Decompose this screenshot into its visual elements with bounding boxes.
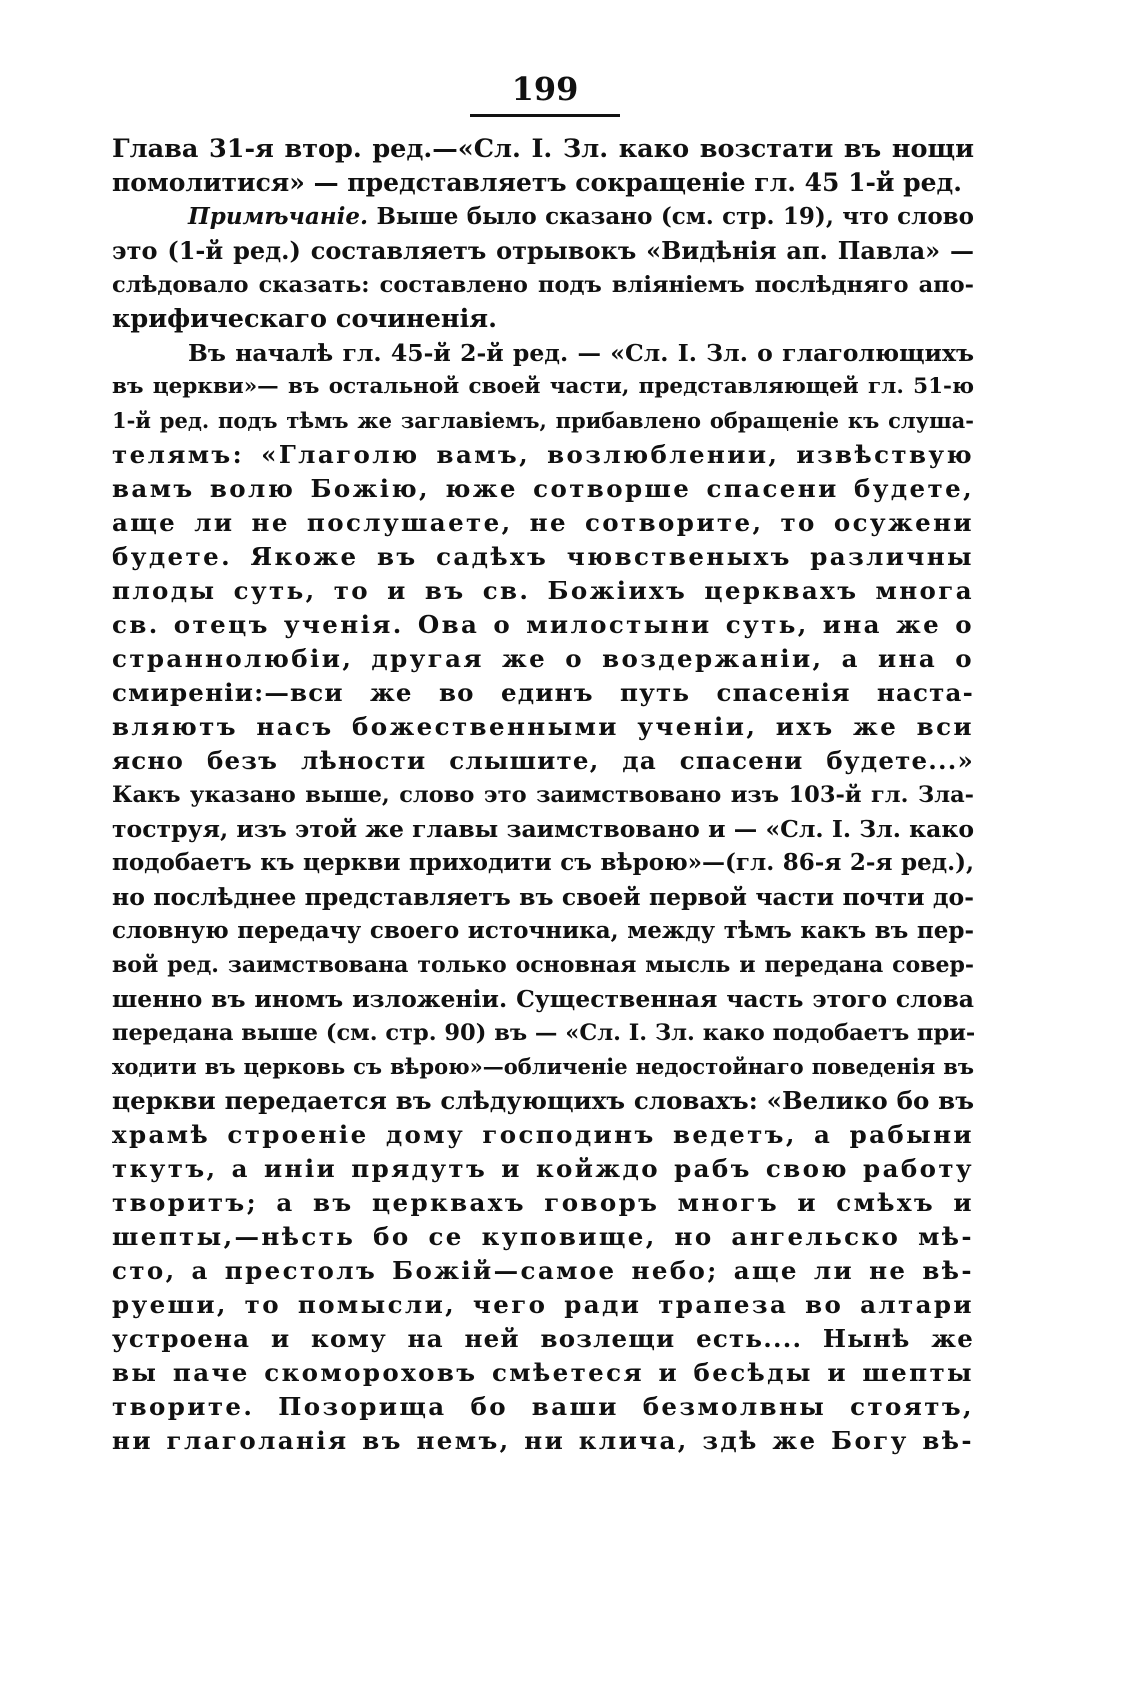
quote-line: плоды суть, то и въ св. Божіихъ церквахъ многа	[112, 576, 974, 605]
text-line: шенно въ иномъ изложеніи. Существенная часть этого слова	[112, 985, 974, 1013]
quote-line: ткутъ, а иніи прядутъ и койждо рабъ свою работу	[112, 1154, 974, 1183]
quote-line: руеши, то помысли, чего ради трапеза во алтари	[112, 1290, 974, 1319]
note-line	[188, 200, 974, 234]
quote-line: телямъ: «Глаголю вамъ, возлюблении, извѣствую	[112, 440, 974, 469]
text-line: тоструя, изъ этой же главы заимствовано и — «Сл. І. Зл. како	[112, 815, 974, 843]
text-line: словную передачу своего источника, между тѣмъ какъ въ пер-	[112, 917, 974, 944]
quote-line: сто, а престолъ Божій—самое небо; аще ли не вѣ-	[112, 1256, 974, 1285]
note-text: Выше было сказано (см. стр. 19), что слово	[376, 203, 974, 230]
quote-line: страннолюбіи, другая же о воздержаніи, а ина о	[112, 644, 974, 673]
text-line: вой ред. заимствована только основная мысль и передана совер-	[112, 952, 974, 978]
quote-line: творите. Позорища бо ваши безмолвны стоятъ,	[112, 1392, 974, 1421]
text-line: Въ началѣ гл. 45-й 2-й ред. — «Сл. І. Зл. о глаголющихъ	[188, 339, 974, 367]
text-line: но послѣднее представляетъ въ своей первой части почти до-	[112, 883, 974, 911]
text-line: въ церкви»— въ остальной своей части, представляющей гл. 51-ю	[112, 374, 974, 399]
text-line: крифическаго сочиненія.	[112, 304, 498, 334]
quote-line: будете. Якоже въ садѣхъ чювственыхъ различны	[112, 542, 974, 571]
quote-line: ни глаголанія въ немъ, ни клича, здѣ же Богу вѣ-	[112, 1426, 974, 1455]
quote-line: вы паче скомороховъ смѣетеся и бесѣды и шепты	[112, 1358, 974, 1387]
text-line: это (1-й ред.) составляетъ отрывокъ «Видѣнія ап. Павла» —	[112, 236, 974, 265]
quote-line: вамъ волю Божію, юже сотворше спасени будете,	[112, 474, 974, 503]
note-label: Примѣчаніе.	[188, 203, 369, 230]
quote-line: св. отецъ ученія. Ова о милостыни суть, ина же о	[112, 610, 974, 639]
text-line: помолитися» — представляетъ сокращеніе гл. 45 1-й ред.	[112, 168, 962, 197]
text-line: слѣдовало сказать: составлено подъ вліяніемъ послѣдняго апо-	[112, 272, 974, 298]
quote-line: храмѣ строеніе дому господинъ ведетъ, а рабыни	[112, 1120, 974, 1149]
quote-line: вляютъ насъ божественными ученіи, ихъ же вси	[112, 712, 974, 741]
text-line: Какъ указано выше, слово это заимствовано изъ 103-й гл. Зла-	[112, 782, 974, 808]
text-line: подобаетъ къ церкви приходити съ вѣрою»—(гл. 86-я 2-я ред.),	[112, 849, 974, 876]
quote-line: творитъ; а въ церквахъ говоръ многъ и смѣхъ и	[112, 1188, 974, 1217]
text-line: ходити въ церковь съ вѣрою»—обличеніе недостойнаго поведенія въ	[112, 1054, 974, 1079]
header-rule	[470, 114, 620, 117]
text-line: церкви передается въ слѣдующихъ словахъ: «Велико бо въ	[112, 1086, 974, 1115]
quote-line: устроена и кому на ней возлещи есть.... Нынѣ же	[112, 1324, 974, 1353]
quote-line: ясно безъ лѣности слышите, да спасени будете...»	[112, 746, 974, 775]
page-number: 199	[511, 70, 579, 108]
text-line: передана выше (см. стр. 90) въ — «Сл. І. Зл. како подобаетъ при-	[112, 1020, 976, 1046]
text-line: Глава 31-я втор. ред.—«Сл. І. Зл. како возстати въ нощи	[112, 134, 974, 164]
quote-line: смиреніи:—вси же во единъ путь спасенія наста-	[112, 678, 974, 707]
quote-line: аще ли не послушаете, не сотворите, то осужени	[112, 508, 974, 537]
text-line: 1-й ред. подъ тѣмъ же заглавіемъ, прибавлено обращеніе къ слуша-	[112, 408, 974, 433]
quote-line: шепты,—нѣсть бо се куповище, но ангельско мѣ-	[112, 1222, 974, 1251]
